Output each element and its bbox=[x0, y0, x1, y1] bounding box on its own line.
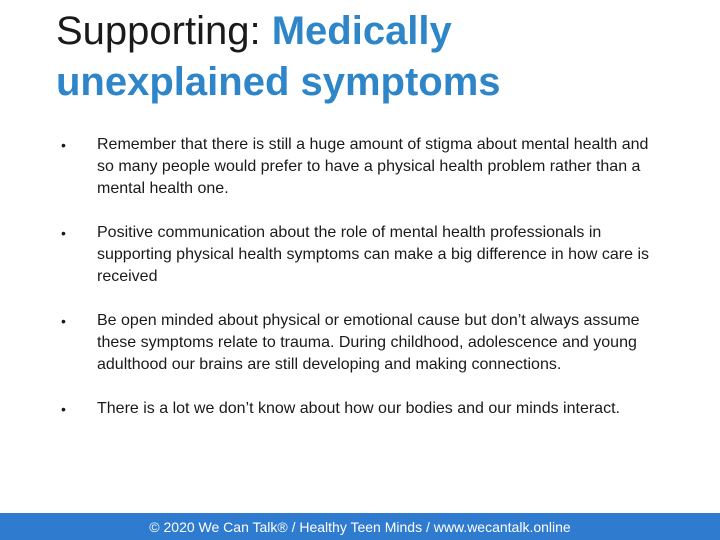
bullet-item bbox=[58, 134, 658, 200]
footer-bar bbox=[0, 513, 720, 540]
title-prefix: Supporting: bbox=[56, 9, 272, 53]
slide-title bbox=[56, 6, 501, 108]
title-accent-line2: unexplained symptoms bbox=[56, 60, 501, 104]
bullet-item bbox=[58, 310, 658, 376]
bullet-text: Remember that there is still a huge amount of stigma about mental health and so many people would prefer to have a physical health problem rather than a mental health one. bbox=[97, 136, 649, 197]
bullet-text: Positive communication about the role of mental health professionals in supporting physical health symptoms can make a big difference in how care is received bbox=[97, 224, 649, 285]
bullet-dot-icon: • bbox=[61, 401, 66, 417]
bullet-list bbox=[58, 134, 658, 420]
bullet-text: There is a lot we don’t know about how our bodies and our minds interact. bbox=[97, 400, 620, 417]
bullet-dot-icon: • bbox=[61, 313, 66, 329]
footer-text: © 2020 We Can Talk® / Healthy Teen Minds / www.wecantalk.online bbox=[149, 518, 571, 535]
bullet-item bbox=[58, 222, 658, 288]
bullet-dot-icon: • bbox=[61, 225, 66, 241]
bullet-text: Be open minded about physical or emotional cause but don’t always assume these symptoms relate to trauma. During childhood, adolescence and young adulthood our brains are still developing and making connections. bbox=[97, 312, 640, 373]
title-accent-line1: Medically bbox=[271, 9, 452, 53]
bullet-item bbox=[58, 398, 658, 420]
bullet-dot-icon: • bbox=[61, 137, 66, 153]
